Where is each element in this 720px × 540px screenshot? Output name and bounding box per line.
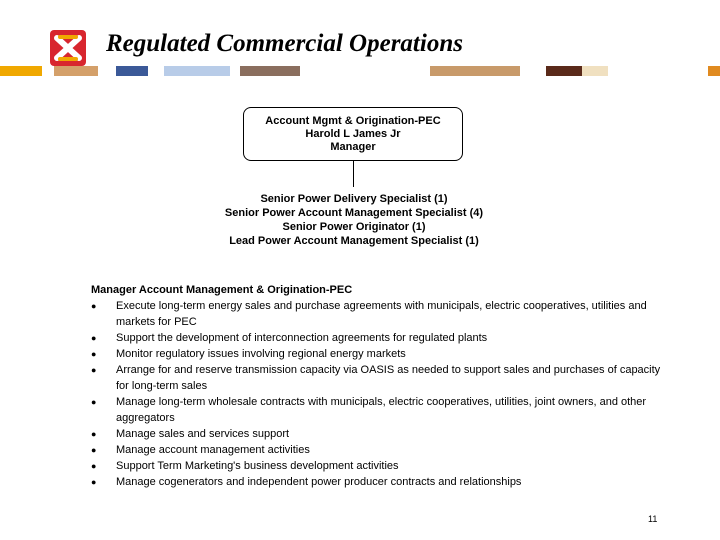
- list-item: [91, 442, 661, 458]
- color-segment: [430, 66, 520, 76]
- color-segment: [98, 66, 116, 76]
- header-color-bar: [0, 66, 720, 76]
- list-item-text: Manage cogenerators and independent power producer contracts and relationships: [116, 476, 522, 488]
- bullet-icon: ●: [91, 333, 97, 343]
- color-segment: [0, 66, 42, 76]
- list-item-text: Arrange for and reserve transmission capacity via OASIS as needed to support sales and purchases of capacity for long-term sales: [116, 364, 661, 392]
- list-item: [91, 298, 661, 330]
- list-item-text: Manage sales and services support: [116, 428, 290, 440]
- page-number: 11: [648, 514, 658, 524]
- bullet-icon: ●: [91, 349, 97, 359]
- direct-reports: [150, 192, 558, 248]
- manager-box: [243, 107, 463, 161]
- color-segment: [240, 66, 300, 76]
- color-segment: [164, 66, 230, 76]
- list-item-text: Support the development of interconnection agreements for regulated plants: [116, 332, 488, 344]
- role-description: [91, 282, 661, 490]
- list-item-text: Monitor regulatory issues involving regional energy markets: [116, 348, 406, 360]
- manager-name: Harold L James Jr: [305, 128, 401, 140]
- color-segment: [608, 66, 708, 76]
- color-segment: [582, 66, 608, 76]
- org-connector-line: [353, 161, 354, 187]
- color-segment: [116, 66, 148, 76]
- list-item: [91, 362, 661, 394]
- page-title: Regulated Commercial Operations: [106, 30, 463, 57]
- list-item: [91, 458, 661, 474]
- list-item-text: Manage account management activities: [116, 444, 310, 456]
- list-item-text: Execute long-term energy sales and purchase agreements with municipals, electric cooperatives, utilities and markets for PEC: [116, 300, 647, 328]
- bullet-icon: ●: [91, 429, 97, 439]
- list-item: [91, 394, 661, 426]
- responsibility-list: [91, 298, 661, 490]
- list-item: [91, 426, 661, 442]
- list-item-text: Manage long-term wholesale contracts with municipals, electric cooperatives, utilities, joint owners, and other aggregators: [116, 396, 647, 424]
- color-segment: [300, 66, 430, 76]
- list-item: [91, 474, 661, 490]
- bullet-icon: ●: [91, 445, 97, 455]
- bullet-icon: ●: [91, 477, 97, 487]
- description-title: Manager Account Management & Origination-PEC: [91, 284, 353, 296]
- color-segment: [54, 66, 98, 76]
- report-item: Senior Power Delivery Specialist (1): [260, 193, 448, 205]
- color-segment: [546, 66, 582, 76]
- bullet-icon: ●: [91, 301, 97, 311]
- manager-role: Manager: [330, 141, 376, 153]
- report-item: Senior Power Originator (1): [282, 221, 426, 233]
- report-item: Senior Power Account Management Specialist (4): [224, 207, 484, 219]
- color-segment: [230, 66, 240, 76]
- color-segment: [148, 66, 164, 76]
- color-segment: [708, 66, 720, 76]
- company-logo-icon: [48, 28, 88, 68]
- list-item: [91, 330, 661, 346]
- color-segment: [42, 66, 54, 76]
- bullet-icon: ●: [91, 397, 97, 407]
- list-item-text: Support Term Marketing's business development activities: [116, 460, 399, 472]
- color-segment: [520, 66, 546, 76]
- bullet-icon: ●: [91, 461, 97, 471]
- bullet-icon: ●: [91, 365, 97, 375]
- report-item: Lead Power Account Management Specialist (1): [229, 235, 479, 247]
- list-item: [91, 346, 661, 362]
- manager-department: Account Mgmt & Origination-PEC: [265, 115, 441, 127]
